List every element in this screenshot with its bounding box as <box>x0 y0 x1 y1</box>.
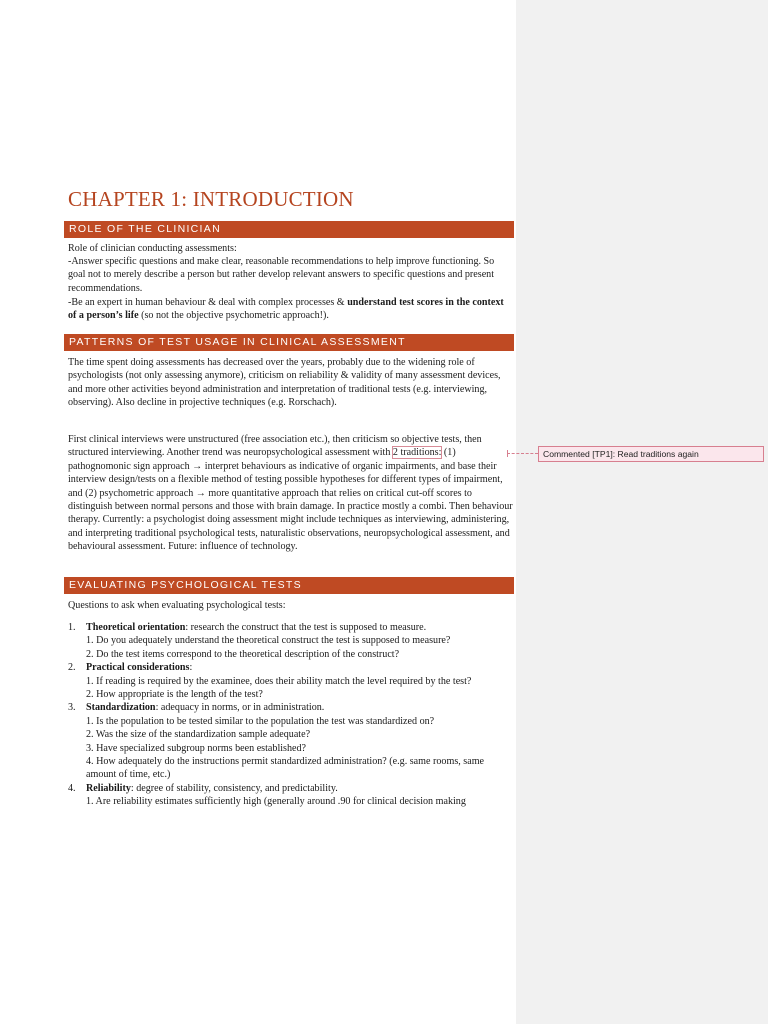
patterns-paragraph-1: The time spent doing assessments has decreased over the years, probably due to the widening role of psychologists (not only assessing anymore), criticism on reliability & validity of many assessment devices, and more other activities beyond administration and interpretation of traditional tests (e.g. interviewing, observing). Also decline in projective techniques (e.g. Rorschach). <box>68 357 501 409</box>
item-description: : <box>189 662 193 674</box>
section-heading-evaluating: EVALUATING PSYCHOLOGICAL TESTS <box>64 577 514 594</box>
item-term: Standardization <box>86 702 156 714</box>
sub-question: 1. If reading is required by the examinee, does their ability match the level required by the test? <box>86 675 472 687</box>
item-number: 3. <box>68 702 76 714</box>
evaluation-question-list <box>68 621 514 809</box>
evaluation-question-item <box>68 782 514 809</box>
sub-question: 1. Are reliability estimates sufficiently high (generally around .90 for clinical decision making <box>86 796 466 808</box>
evaluation-question-item <box>68 701 514 781</box>
item-number: 2. <box>68 662 76 674</box>
section-heading-role: ROLE OF THE CLINICIAN <box>64 221 514 238</box>
patterns-paragraph-2 <box>68 433 514 554</box>
section-heading-patterns: PATTERNS OF TEST USAGE IN CLINICAL ASSESSMENT <box>64 334 514 351</box>
sub-question: 2. Do the test items correspond to the theoretical description of the construct? <box>86 648 400 660</box>
item-description: : degree of stability, consistency, and predictability. <box>130 782 338 794</box>
comment-connector-line <box>507 453 538 454</box>
role-point-expert-start: -Be an expert in human behaviour & deal with complex processes & <box>68 297 348 308</box>
evaluation-question-item <box>68 621 514 661</box>
sub-question: 3. Have specialized subgroup norms been established? <box>86 742 307 754</box>
patterns-paragraph-2-end: (1) pathognomonic sign approach → interpret behaviours as indicative of organic impairments, and base their interview design/tests on a flexible method of testing possible hypotheses for different types of impairment, and (2) psychometric approach → more quantitative approach that relies on critical cut-off scores to distinguish between normal persons and those with brain damage. In practice mostly a combi. Then behaviour therapy. Currently: a psychologist doing assessment might include techniques as interviewing, administering, and interpreting traditional psychological tests, naturalistic observations, neuropsychological assessment, and behavioural assessment. Future: influence of technology. <box>68 447 513 553</box>
role-point-expert-end: (so not the objective psychometric approach!). <box>138 310 329 322</box>
evaluating-intro: Questions to ask when evaluating psychological tests: <box>68 600 286 611</box>
comment-pane <box>516 0 768 1024</box>
item-description: : adequacy in norms, or in administration. <box>155 702 325 714</box>
item-term: Practical considerations <box>86 662 190 674</box>
chapter-title: CHAPTER 1: INTRODUCTION <box>68 187 354 211</box>
sub-question: 2. Was the size of the standardization sample adequate? <box>86 729 311 741</box>
item-number: 4. <box>68 782 76 794</box>
item-term: Theoretical orientation <box>86 622 186 633</box>
sub-question: 4. How adequately do the instructions permit standardized administration? (e.g. same rooms, same amount of time, etc.) <box>86 756 485 781</box>
sub-question: 1. Is the population to be tested similar to the population the test was standardized on? <box>86 715 435 727</box>
role-point-expert-bold: understand test scores in the context of a person’s life <box>68 297 504 322</box>
sub-question: 2. How appropriate is the length of the test? <box>86 689 263 701</box>
role-point-expert <box>68 296 514 323</box>
patterns-paragraph-2-start: First clinical interviews were unstructured (free association etc.), then criticism so objective tests, then structured interviewing. Another trend was neuropsychological assessment with <box>68 434 482 459</box>
role-point-answer: -Answer specific questions and make clear, reasonable recommendations to help improve functioning. So goal not to merely describe a person but rather develop relevant answers to specific questions and present recommendations. <box>68 256 495 294</box>
item-number: 1. <box>68 622 76 633</box>
sub-question: 1. Do you adequately understand the theoretical construct the test is supposed to measure? <box>86 635 451 647</box>
role-intro: Role of clinician conducting assessments: <box>68 243 237 254</box>
comment-balloon[interactable]: Commented [TP1]: Read traditions again <box>538 446 764 462</box>
item-description: : research the construct that the test is supposed to measure. <box>185 622 427 633</box>
item-term: Reliability <box>86 782 131 794</box>
commented-text-highlight[interactable]: 2 traditions: <box>392 447 442 459</box>
evaluation-question-item <box>68 661 514 701</box>
